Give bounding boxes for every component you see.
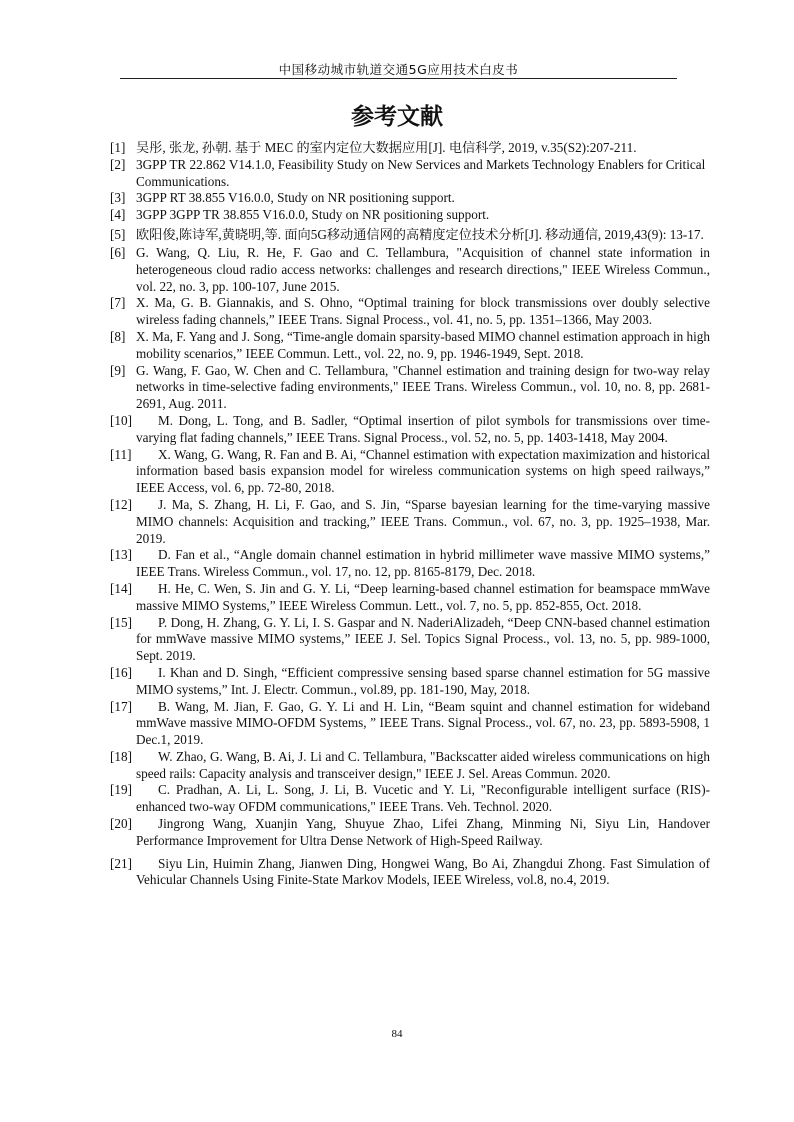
reference-number: [7] — [110, 295, 126, 311]
reference-item — [110, 224, 710, 245]
reference-number: [8] — [110, 328, 126, 344]
reference-text: 吴彤, 张龙, 孙朝. 基于 MEC 的室内定位大数据应用[J]. 电信科学, 2019, v.35(S2):207-211. — [136, 140, 637, 155]
reference-text: 3GPP 3GPP TR 38.855 V16.0.0, Study on NR positioning support. — [136, 207, 490, 223]
reference-number: [13] — [110, 547, 132, 563]
running-header: 中国移动城市轨道交通5G应用技术白皮书 — [278, 62, 519, 77]
reference-item — [110, 856, 710, 890]
reference-number: [19] — [110, 782, 132, 798]
header-rule — [120, 78, 677, 79]
reference-number: [6] — [110, 244, 126, 260]
reference-text: G. Wang, Q. Liu, R. He, F. Gao and C. Tellambura, "Acquisition of channel state information in heterogeneous cloud radio access networks: challenges and research directions," IEEE Wireless Commun., vol. 22, no. 3, pp. 100-107, June 2015. — [136, 244, 710, 294]
reference-list — [110, 140, 710, 889]
reference-number: [4] — [110, 207, 126, 223]
reference-item — [110, 665, 710, 699]
reference-text: Siyu Lin, Huimin Zhang, Jianwen Ding, Hongwei Wang, Bo Ai, Zhangdui Zhong. Fast Simulation of Vehicular Channels Using Finite-State Markov Models, IEEE Wireless, vol.8, no.4, 2019. — [136, 855, 710, 888]
reference-item — [110, 749, 710, 783]
page-title: 参考文献 — [351, 104, 443, 130]
reference-number: [20] — [110, 816, 132, 832]
reference-text: M. Dong, L. Tong, and B. Sadler, “Optimal insertion of pilot symbols for transmissions over time-varying flat fading channels,” IEEE Trans. Signal Process., vol. 52, no. 5, pp. 1403-1418, May 2004. — [136, 412, 710, 445]
reference-number: [10] — [110, 412, 132, 428]
reference-item — [110, 782, 710, 816]
reference-item — [110, 157, 710, 191]
reference-text: Jingrong Wang, Xuanjin Yang, Shuyue Zhao, Lifei Zhang, Minming Ni, Siyu Lin, Handover Performance Improvement for Ultra Dense Network of High-Speed Railway. — [136, 816, 710, 848]
reference-number: [18] — [110, 748, 132, 764]
reference-text: C. Pradhan, A. Li, L. Song, J. Li, B. Vucetic and Y. Li, "Reconfigurable intelligent surface (RIS)-enhanced two-way OFDM communications," IEEE Trans. Veh. Technol. 2020. — [136, 782, 710, 815]
reference-number: [15] — [110, 614, 132, 630]
reference-item — [110, 547, 710, 581]
reference-number: [21] — [110, 855, 132, 871]
reference-item — [110, 699, 710, 749]
reference-item — [110, 140, 710, 157]
reference-number: [14] — [110, 580, 132, 596]
reference-item — [110, 447, 710, 497]
reference-text: H. He, C. Wen, S. Jin and G. Y. Li, “Deep learning-based channel estimation for beamspace mmWave massive MIMO Systems,” IEEE Wireless Commun. Lett., vol. 7, no. 5, pp. 852-855, Oct. 2018. — [136, 580, 710, 613]
reference-text: D. Fan et al., “Angle domain channel estimation in hybrid millimeter wave massive MIMO systems,” IEEE Trans. Wireless Commun., vol. 17, no. 12, pp. 8165-8179, Dec. 2018. — [136, 547, 710, 580]
reference-item — [110, 816, 710, 850]
reference-item — [110, 363, 710, 413]
reference-item — [110, 295, 710, 329]
reference-item — [110, 207, 710, 224]
reference-text: X. Ma, F. Yang and J. Song, “Time-angle domain sparsity-based MIMO channel estimation approach in high mobility scenarios,” IEEE Commun. Lett., vol. 22, no. 9, pp. 1946-1949, Sept. 2018. — [136, 328, 710, 361]
reference-number: [16] — [110, 664, 132, 680]
reference-number: [1] — [110, 140, 126, 155]
reference-text: J. Ma, S. Zhang, H. Li, F. Gao, and S. Jin, “Sparse bayesian learning for the time-varying massive MIMO channels: Acquisition and tracking,” IEEE Trans. Commun., vol. 67, no. 3, pp. 1925–1938, Mar. 2019. — [136, 496, 710, 546]
reference-text: P. Dong, H. Zhang, G. Y. Li, I. S. Gaspar and N. NaderiAlizadeh, “Deep CNN-based channel estimation for mmWave massive MIMO systems,” IEEE J. Sel. Topics Signal Process., vol. 13, no. 5, pp. 989-1000, Sept. 2019. — [136, 614, 710, 664]
reference-item — [110, 329, 710, 363]
reference-text: 3GPP TR 22.862 V14.1.0, Feasibility Study on New Services and Markets Technology Enablers for Critical Communications. — [136, 156, 706, 189]
reference-number: [5] — [110, 226, 126, 242]
reference-number: [9] — [110, 362, 126, 378]
reference-text: G. Wang, F. Gao, W. Chen and C. Tellambura, "Channel estimation and training design for two-way relay networks in time-selective fading environments," IEEE Trans. Wireless Commun., vol. 10, no. 8, pp. 2681-2691, Aug. 2011. — [136, 362, 710, 412]
reference-text: I. Khan and D. Singh, “Efficient compressive sensing based sparse channel estimation for 5G massive MIMO systems,” Int. J. Electr. Commun., vol.89, pp. 181-190, May, 2018. — [136, 664, 710, 697]
reference-item — [110, 413, 710, 447]
reference-number: [12] — [110, 496, 132, 512]
reference-item — [110, 190, 710, 207]
reference-text: 欧阳俊,陈诗军,黄晓明,等. 面向5G移动通信网的高精度定位技术分析[J]. 移动通信, 2019,43(9): 13-17. — [136, 226, 704, 242]
reference-number: [11] — [110, 446, 132, 462]
reference-item — [110, 615, 710, 665]
reference-text: X. Wang, G. Wang, R. Fan and B. Ai, “Channel estimation with expectation maximization and historical information based basis expansion model for wireless communication systems on high speed railways,” IEEE Access, vol. 6, pp. 72-80, 2018. — [136, 446, 710, 496]
reference-number: [3] — [110, 190, 126, 206]
reference-item — [110, 497, 710, 547]
reference-text: X. Ma, G. B. Giannakis, and S. Ohno, “Optimal training for block transmissions over doubly selective wireless fading channels,” IEEE Trans. Signal Process., vol. 41, no. 5, pp. 1351–1366, May 2003. — [136, 295, 710, 328]
reference-number: [2] — [110, 156, 126, 172]
reference-text: B. Wang, M. Jian, F. Gao, G. Y. Li and H. Lin, “Beam squint and channel estimation for wideband mmWave massive MIMO-OFDM Systems, ” IEEE Trans. Signal Process., vol. 67, no. 23, pp. 5893-5908, 1 Dec.1, 2019. — [136, 698, 710, 748]
page-number: 84 — [391, 1028, 403, 1040]
reference-number: [17] — [110, 698, 132, 714]
reference-item — [110, 581, 710, 615]
reference-text: W. Zhao, G. Wang, B. Ai, J. Li and C. Tellambura, "Backscatter aided wireless communications on high speed rails: Capacity analysis and transceiver design," IEEE J. Sel. Areas Commun. 2020. — [136, 748, 710, 781]
reference-item — [110, 245, 710, 295]
reference-text: 3GPP RT 38.855 V16.0.0, Study on NR positioning support. — [136, 190, 455, 206]
